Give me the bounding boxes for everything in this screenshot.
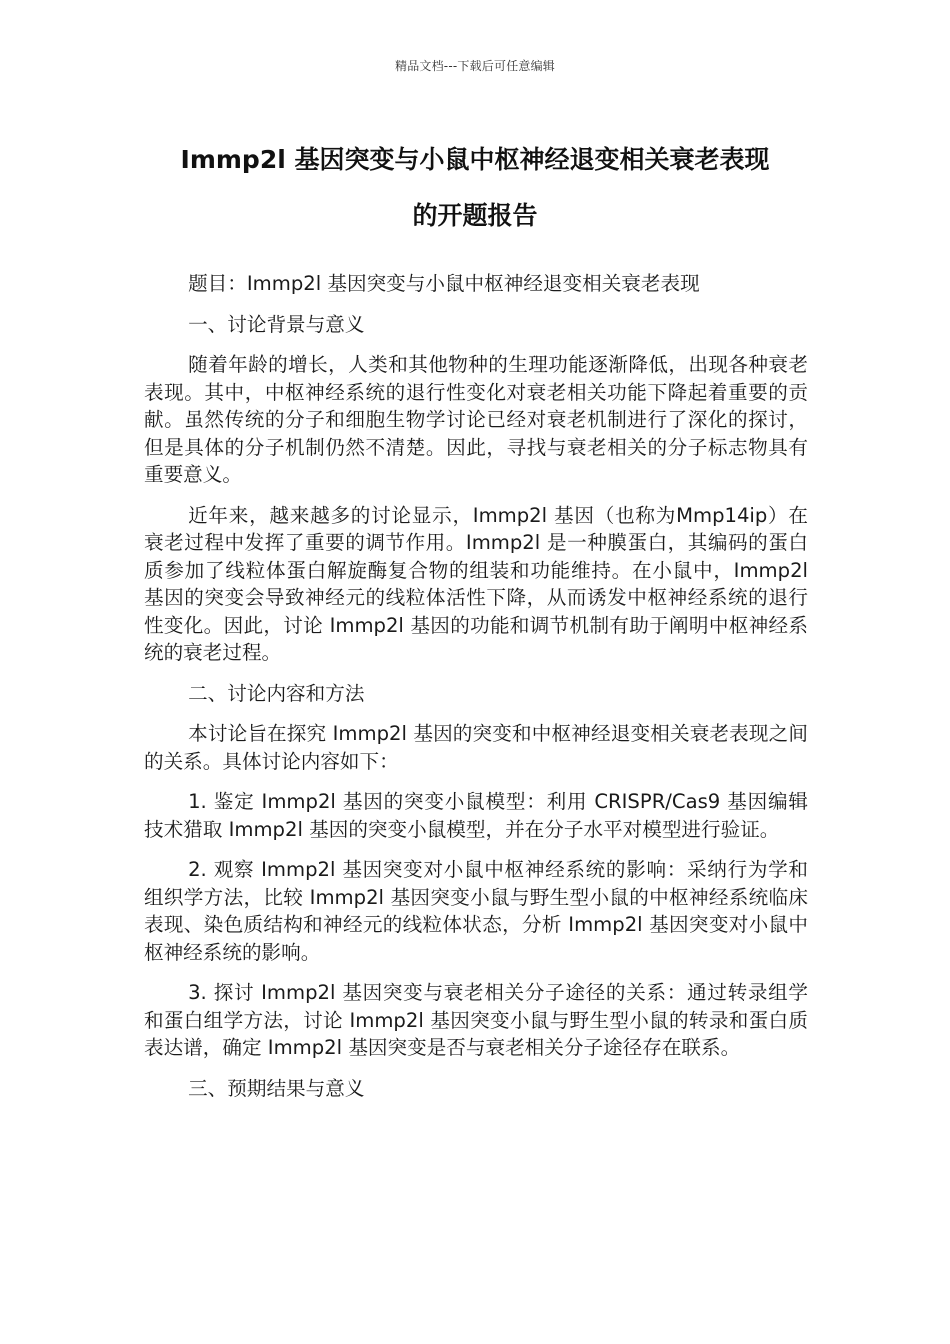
title-line-1: Immp2l 基因突变与小鼠中枢神经退变相关衰老表现 xyxy=(180,145,770,174)
section-heading-background: 一、讨论背景与意义 xyxy=(188,312,365,336)
paragraph-background-1: 随着年龄的增长，人类和其他物种的生理功能逐渐降低，出现各种衰老表现。其中，中枢神经系统的退行性变化对衰老相关功能下降起着重要的贡献。虽然传统的分子和细胞生物学讨论已经对衰老机制进行了深化的探讨，但是具体的分子机制仍然不清楚。因此，寻找与衰老相关的分子标志物具有重要意义。 xyxy=(144,353,808,486)
list-item-3: 3. 探讨 Immp2l 基因突变与衰老相关分子途径的关系：通过转录组学和蛋白组学方法，讨论 Immp2l 基因突变小鼠与野生型小鼠的转录和蛋白质表达谱，确定 Immp2l 基因突变是否与衰老相关分子途径存在联系。 xyxy=(144,981,808,1059)
header-note: 精品文档---下载后可任意编辑 xyxy=(395,59,555,73)
section-heading-results: 三、预期结果与意义 xyxy=(188,1076,365,1100)
list-item-2: 2. 观察 Immp2l 基因突变对小鼠中枢神经系统的影响：采纳行为学和组织学方法，比较 Immp2l 基因突变小鼠与野生型小鼠的中枢神经系统临床表现、染色质结构和神经元的线粒体状态，分析 Immp2l 基因突变对小鼠中枢神经系统的影响。 xyxy=(144,858,808,964)
section-heading-methods: 二、讨论内容和方法 xyxy=(188,681,365,705)
title-line-2: 的开题报告 xyxy=(412,201,538,230)
topic-line: 题目：Immp2l 基因突变与小鼠中枢神经退变相关衰老表现 xyxy=(188,272,700,295)
document-title xyxy=(120,132,830,244)
document-body xyxy=(144,270,808,1115)
paragraph-methods-intro: 本讨论旨在探究 Immp2l 基因的突变和中枢神经退变相关衰老表现之间的关系。具体讨论内容如下： xyxy=(144,722,808,773)
paragraph-background-2: 近年来，越来越多的讨论显示，Immp2l 基因（也称为Mmp14ip）在衰老过程中发挥了重要的调节作用。Immp2l 是一种膜蛋白，其编码的蛋白质参加了线粒体蛋白解旋酶复合物的组装和功能维持。在小鼠中，Immp2l 基因的突变会导致神经元的线粒体活性下降，从而诱发中枢神经系统的退行性变化。因此，讨论 Immp2l 基因的功能和调节机制有助于阐明中枢神经系统的衰老过程。 xyxy=(144,503,808,664)
list-item-1: 1. 鉴定 Immp2l 基因的突变小鼠模型：利用 CRISPR/Cas9 基因编辑技术猎取 Immp2l 基因的突变小鼠模型，并在分子水平对模型进行验证。 xyxy=(144,790,808,841)
